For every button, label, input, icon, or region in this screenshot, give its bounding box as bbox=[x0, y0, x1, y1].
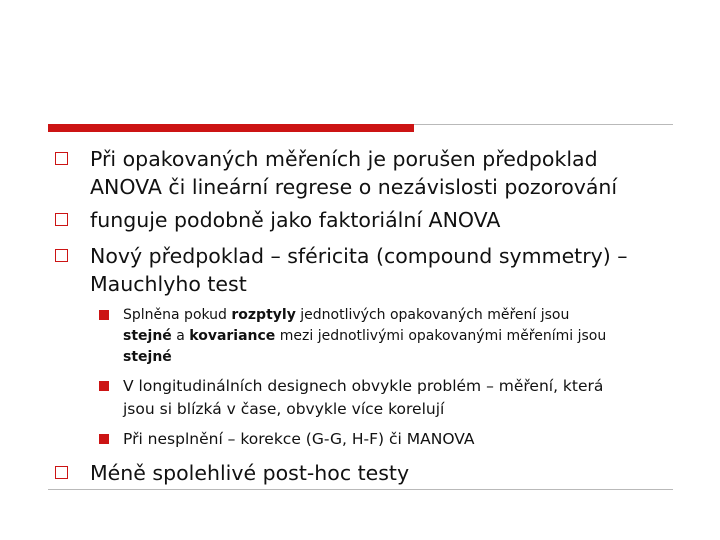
hollow-square-bullet-icon bbox=[55, 213, 68, 226]
bullet-3-line-2: Mauchlyho test bbox=[90, 272, 247, 296]
emphasis-stejne-2: stejné bbox=[123, 349, 172, 365]
emphasis-rozptyly: rozptyly bbox=[231, 307, 296, 323]
hollow-square-bullet-icon bbox=[55, 152, 68, 165]
hollow-square-bullet-icon bbox=[55, 249, 68, 262]
sub-bullet-1-line-3 bbox=[123, 347, 683, 368]
filled-square-bullet-icon bbox=[99, 381, 109, 391]
emphasis-stejne: stejné bbox=[123, 328, 172, 344]
top-accent-bar bbox=[48, 124, 414, 132]
sub-bullet-3-line-1: Při nesplnění – korekce (G-G, H-F) či MANOVA bbox=[123, 430, 475, 448]
sub-bullet-2-line-2: jsou si blízká v čase, obvykle více korelují bbox=[123, 400, 445, 418]
bullet-1-line-1: Při opakovaných měřeních je porušen předpoklad bbox=[90, 147, 598, 171]
bottom-divider bbox=[48, 489, 673, 490]
hollow-square-bullet-icon bbox=[55, 466, 68, 479]
bullet-1-line-2: ANOVA či lineární regrese o nezávislosti pozorování bbox=[90, 175, 618, 199]
bullet-4-line-1: Méně spolehlivé post-hoc testy bbox=[90, 461, 410, 485]
emphasis-kovariance: kovariance bbox=[189, 328, 276, 344]
filled-square-bullet-icon bbox=[99, 310, 109, 320]
filled-square-bullet-icon bbox=[99, 434, 109, 444]
sub-bullet-2-line-1: V longitudinálních designech obvykle problém – měření, která bbox=[123, 377, 604, 395]
bullet-2-line-1: funguje podobně jako faktoriální ANOVA bbox=[90, 208, 501, 232]
sub-bullet-1-line-1: Splněna pokud rozptyly jednotlivých opakovaných měření jsou bbox=[123, 307, 570, 323]
sub-bullet-1-line-2: stejné a kovariance mezi jednotlivými opakovanými měřeními jsou bbox=[123, 328, 607, 344]
bullet-3-line-1: Nový předpoklad – sféricita (compound symmetry) – bbox=[90, 244, 628, 268]
